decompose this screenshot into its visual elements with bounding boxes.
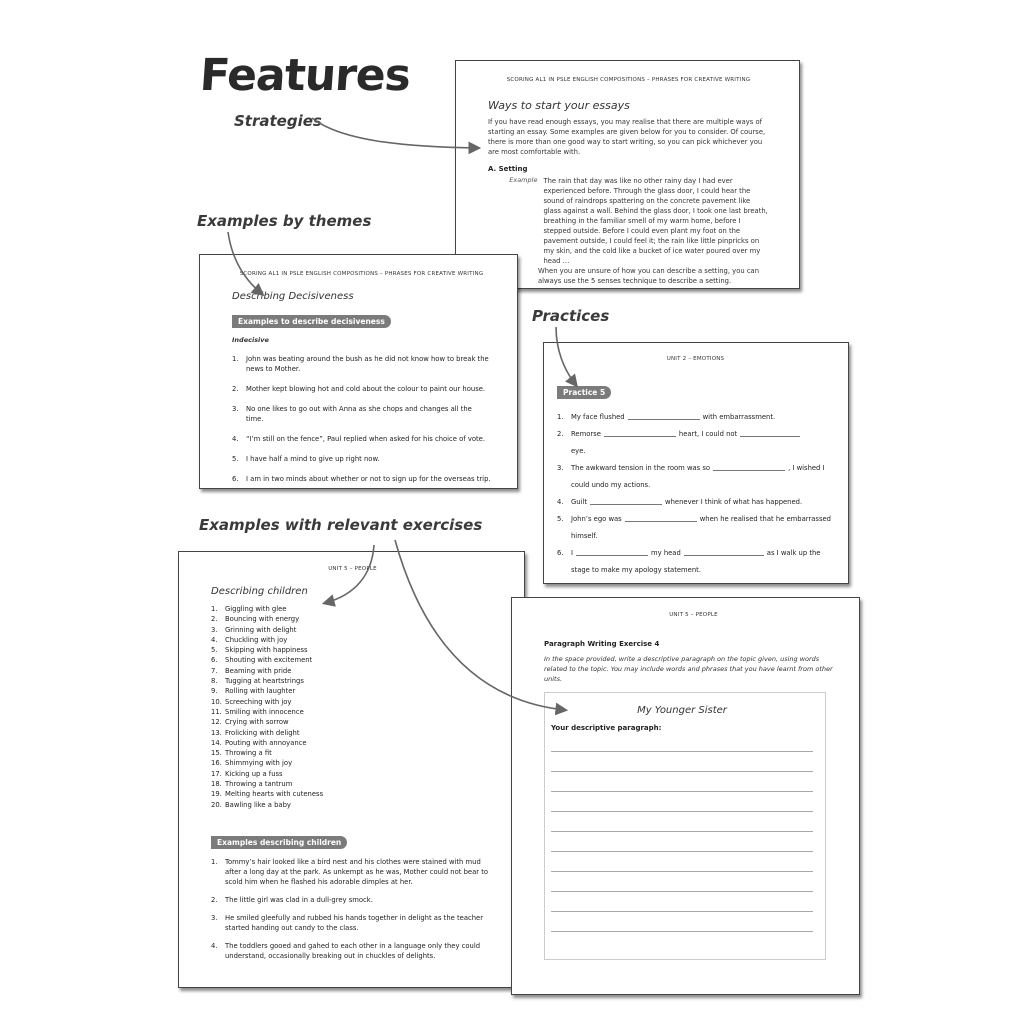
page-heading: Describing Decisiveness bbox=[232, 291, 354, 302]
item-number: 12. bbox=[211, 718, 222, 727]
writing-line bbox=[551, 812, 813, 832]
phrase-item bbox=[211, 645, 494, 655]
item-number: 13. bbox=[211, 728, 222, 737]
phrase-item bbox=[211, 758, 494, 768]
item-number: 20. bbox=[211, 800, 222, 809]
item-number: 4. bbox=[211, 635, 218, 644]
item-number: 18. bbox=[211, 780, 222, 789]
text-part: My face flushed bbox=[571, 413, 625, 421]
text-part: Guilt bbox=[571, 498, 588, 506]
page-themes bbox=[199, 254, 518, 489]
page-heading: Describing children bbox=[211, 586, 308, 597]
running-header: UNIT 5 – PEOPLE bbox=[669, 612, 718, 618]
item-number: 8. bbox=[211, 677, 218, 686]
label-examples-with-exercises: Examples with relevant exercises bbox=[199, 516, 483, 534]
item-text: No one likes to go out with Anna as she chops and changes all the time. bbox=[246, 405, 472, 423]
item-number: 3. bbox=[557, 464, 564, 472]
item-number: 1. bbox=[232, 355, 239, 363]
phrase-item bbox=[211, 738, 494, 748]
example-item bbox=[211, 895, 494, 905]
item-text: Melting hearts with cuteness bbox=[225, 790, 324, 799]
running-header: UNIT 2 – EMOTIONS bbox=[666, 356, 725, 362]
example-item bbox=[211, 941, 494, 961]
example-list bbox=[232, 354, 491, 484]
item-text: Kicking up a fuss bbox=[225, 769, 283, 778]
practice-item bbox=[557, 545, 834, 579]
list-item bbox=[232, 454, 491, 464]
phrase-item bbox=[211, 635, 494, 645]
phrase-list bbox=[211, 604, 494, 810]
running-header: UNIT 5 – PEOPLE bbox=[328, 566, 377, 572]
text-part: I bbox=[571, 549, 574, 557]
example-label: Example bbox=[509, 176, 538, 184]
label-examples-by-themes: Examples by themes bbox=[197, 212, 372, 230]
item-number: 10. bbox=[211, 697, 222, 706]
writing-line bbox=[551, 912, 813, 932]
practice-item bbox=[557, 511, 834, 545]
phrase-item bbox=[211, 697, 494, 707]
item-number: 3. bbox=[232, 405, 239, 413]
item-text: Throwing a fit bbox=[225, 749, 272, 758]
list-item bbox=[232, 404, 491, 424]
text-part: when he realised that he embarrassed bbox=[699, 515, 831, 523]
phrase-item bbox=[211, 604, 494, 614]
writing-line bbox=[551, 732, 813, 752]
answer-blank[interactable] bbox=[713, 470, 785, 471]
phrase-item bbox=[211, 769, 494, 779]
answer-blank[interactable] bbox=[576, 555, 648, 556]
item-number: 16. bbox=[211, 759, 222, 768]
item-text: Frolicking with delight bbox=[225, 728, 300, 737]
practice-item bbox=[557, 409, 834, 426]
running-header: SCORING AL1 IN PSLE ENGLISH COMPOSITIONS – PHRASES FOR CREATIVE WRITING bbox=[506, 77, 751, 83]
phrase-item bbox=[211, 800, 494, 810]
text-part: himself. bbox=[571, 532, 598, 540]
item-number: 4. bbox=[232, 435, 239, 443]
writing-line bbox=[551, 872, 813, 892]
item-text: Grinning with delight bbox=[225, 625, 297, 634]
label-practices: Practices bbox=[532, 307, 610, 325]
label-strategies: Strategies bbox=[234, 112, 322, 130]
sub-heading: Indecisive bbox=[232, 336, 269, 344]
phrase-item bbox=[211, 676, 494, 686]
practice-item bbox=[557, 494, 834, 511]
item-number: 2. bbox=[557, 430, 564, 438]
item-number: 5. bbox=[232, 455, 239, 463]
example-text: The rain that day was like no other rainy day I had ever experienced before. Through the glass door, I could hear the sound of raindrops spattering on the concrete pavement like glass against a wall. Behind the glass door, I took one last breath, breathing in the familiar smell of my warm home, before I stepped outside. Before I could even plant my foot on the pavement outside, I could feel it; the rain like little pinpricks on my skin, and the cold like a bucket of ice water poured over my head … bbox=[543, 177, 768, 265]
item-text: Mother kept blowing hot and cold about the colour to paint our house. bbox=[246, 385, 486, 393]
text-part: whenever I think of what has happened. bbox=[665, 498, 803, 506]
phrase-item bbox=[211, 779, 494, 789]
item-text: He smiled gleefully and rubbed his hands together in delight as the teacher started handing out candy to the class. bbox=[225, 913, 484, 932]
item-text: Bouncing with energy bbox=[225, 615, 300, 624]
phrase-item bbox=[211, 614, 494, 624]
item-number: 6. bbox=[211, 656, 218, 665]
item-number: 1. bbox=[557, 413, 564, 421]
page-children bbox=[178, 551, 525, 988]
answer-blank[interactable] bbox=[684, 555, 764, 556]
item-number: 14. bbox=[211, 738, 222, 747]
item-number: 5. bbox=[211, 646, 218, 655]
item-number: 2. bbox=[232, 385, 239, 393]
item-number: 3. bbox=[211, 625, 218, 634]
item-text bbox=[571, 494, 802, 511]
item-text: I have half a mind to give up right now. bbox=[246, 455, 380, 463]
item-text: The little girl was clad in a dull-grey smock. bbox=[225, 895, 373, 904]
practice-badge: Practice 5 bbox=[557, 386, 611, 399]
writing-box bbox=[544, 692, 826, 960]
page-practice bbox=[543, 342, 849, 584]
section-heading: A. Setting bbox=[488, 165, 528, 173]
answer-blank[interactable] bbox=[590, 504, 662, 505]
intro-paragraph: If you have read enough essays, you may realise that there are multiple ways of starting an essay. Some examples are given below for you to consider. Of course, there is more than one good way to start writing, so you can pick whichever you are most comfortable with. bbox=[488, 118, 766, 156]
writing-line bbox=[551, 892, 813, 912]
text-part: stage to make my apology statement. bbox=[571, 566, 701, 574]
writing-line bbox=[551, 852, 813, 872]
item-number: 5. bbox=[557, 515, 564, 523]
item-text: The toddlers gooed and gahed to each other in a language only they could understand, occasionally breaking out in chuckles of delights. bbox=[225, 941, 481, 960]
example-item bbox=[211, 913, 494, 933]
phrase-item bbox=[211, 748, 494, 758]
phrase-item bbox=[211, 686, 494, 696]
exercise-topic: My Younger Sister bbox=[637, 705, 727, 716]
item-number: 1. bbox=[211, 857, 218, 866]
text-part: as I walk up the bbox=[766, 549, 821, 557]
running-header: SCORING AL1 IN PSLE ENGLISH COMPOSITIONS – PHRASES FOR CREATIVE WRITING bbox=[239, 271, 484, 277]
item-text: Pouting with annoyance bbox=[225, 738, 307, 747]
page-exercise bbox=[511, 597, 860, 995]
item-number: 3. bbox=[211, 913, 218, 922]
item-number: 1. bbox=[211, 605, 218, 613]
exercise-heading: Paragraph Writing Exercise 4 bbox=[544, 640, 660, 648]
item-text: Shimmying with joy bbox=[225, 759, 293, 768]
writing-prompt: Your descriptive paragraph: bbox=[551, 724, 662, 732]
section-badge: Examples to describe decisiveness bbox=[232, 315, 391, 328]
item-text bbox=[571, 426, 803, 460]
item-text: Skipping with happiness bbox=[225, 646, 308, 655]
item-text: Screeching with joy bbox=[225, 697, 292, 706]
item-text: Throwing a tantrum bbox=[225, 780, 293, 789]
answer-blank[interactable] bbox=[740, 436, 800, 437]
list-item bbox=[232, 384, 491, 394]
item-text: Tommy’s hair looked like a bird nest and his clothes were stained with mud after a long day at the park. As unkempt as he was, Mother could not bear to scold him when he flashed his adorable dimples at her. bbox=[225, 857, 489, 886]
text-part: , I wished I bbox=[788, 464, 825, 472]
phrase-item bbox=[211, 625, 494, 635]
item-number: 6. bbox=[557, 549, 564, 557]
features-title: Features bbox=[198, 50, 412, 101]
item-number: 2. bbox=[211, 615, 218, 624]
writing-line bbox=[551, 832, 813, 852]
example-item bbox=[211, 857, 494, 887]
item-number: 19. bbox=[211, 790, 222, 799]
phrase-item bbox=[211, 717, 494, 727]
phrase-item bbox=[211, 728, 494, 738]
text-part: Remorse bbox=[571, 430, 601, 438]
practice-list bbox=[557, 409, 834, 579]
text-part: could undo my actions. bbox=[571, 481, 651, 489]
practice-item bbox=[557, 426, 834, 460]
item-text bbox=[571, 409, 775, 426]
item-text: I am in two minds about whether or not to sign up for the overseas trip. bbox=[246, 475, 491, 483]
list-item bbox=[232, 474, 491, 484]
page-heading: Ways to start your essays bbox=[488, 99, 630, 112]
item-text: Chuckling with joy bbox=[225, 635, 288, 644]
list-item bbox=[232, 434, 491, 444]
text-part: eye. bbox=[571, 447, 586, 455]
item-text: Beaming with pride bbox=[225, 666, 292, 675]
answer-blank[interactable] bbox=[625, 521, 697, 522]
writing-lines[interactable] bbox=[551, 732, 813, 932]
practice-item bbox=[557, 460, 834, 494]
item-number: 4. bbox=[557, 498, 564, 506]
list-item bbox=[232, 354, 491, 374]
text-part: John’s ego was bbox=[571, 515, 622, 523]
item-text bbox=[571, 545, 820, 579]
item-text: Tugging at heartstrings bbox=[225, 677, 304, 686]
text-part: heart, I could not bbox=[678, 430, 738, 438]
item-number: 4. bbox=[211, 941, 218, 950]
item-number: 17. bbox=[211, 769, 222, 778]
item-number: 2. bbox=[211, 895, 218, 904]
text-part: with embarrassment. bbox=[702, 413, 776, 421]
item-text: John was beating around the bush as he did not know how to break the news to Mother. bbox=[246, 355, 489, 373]
text-part: my head bbox=[651, 549, 681, 557]
phrase-item bbox=[211, 789, 494, 799]
section-badge: Examples describing children bbox=[211, 836, 347, 849]
item-text: Giggling with glee bbox=[225, 605, 287, 613]
answer-blank[interactable] bbox=[628, 419, 700, 420]
writing-line bbox=[551, 752, 813, 772]
item-text: Smiling with innocence bbox=[225, 707, 304, 716]
item-number: 11. bbox=[211, 707, 222, 716]
item-text: Bawling like a baby bbox=[225, 800, 291, 809]
item-number: 15. bbox=[211, 749, 222, 758]
example-block bbox=[488, 176, 769, 266]
item-text bbox=[571, 511, 831, 545]
exercise-instructions: In the space provided, write a descriptive paragraph on the topic given, using words related to the topic. You may include words and phrases that you have learnt from other units. bbox=[544, 655, 833, 683]
item-text: Shouting with excitement bbox=[225, 656, 313, 665]
phrase-item bbox=[211, 655, 494, 665]
example-list bbox=[211, 857, 494, 961]
item-number: 6. bbox=[232, 475, 239, 483]
writing-line bbox=[551, 792, 813, 812]
text-part: The awkward tension in the room was so bbox=[571, 464, 711, 472]
item-text: Crying with sorrow bbox=[225, 718, 289, 727]
phrase-item bbox=[211, 666, 494, 676]
item-text bbox=[571, 460, 825, 494]
item-number: 7. bbox=[211, 666, 218, 675]
tip-text: When you are unsure of how you can describe a setting, you can always use the 5 senses technique to describe a setting. bbox=[538, 267, 760, 285]
item-number: 9. bbox=[211, 687, 218, 696]
arrow-strategies bbox=[312, 118, 478, 148]
item-text: “I’m still on the fence”, Paul replied when asked for his choice of vote. bbox=[246, 435, 486, 443]
phrase-item bbox=[211, 707, 494, 717]
item-text: Rolling with laughter bbox=[225, 687, 296, 696]
writing-line bbox=[551, 772, 813, 792]
answer-blank[interactable] bbox=[604, 436, 676, 437]
